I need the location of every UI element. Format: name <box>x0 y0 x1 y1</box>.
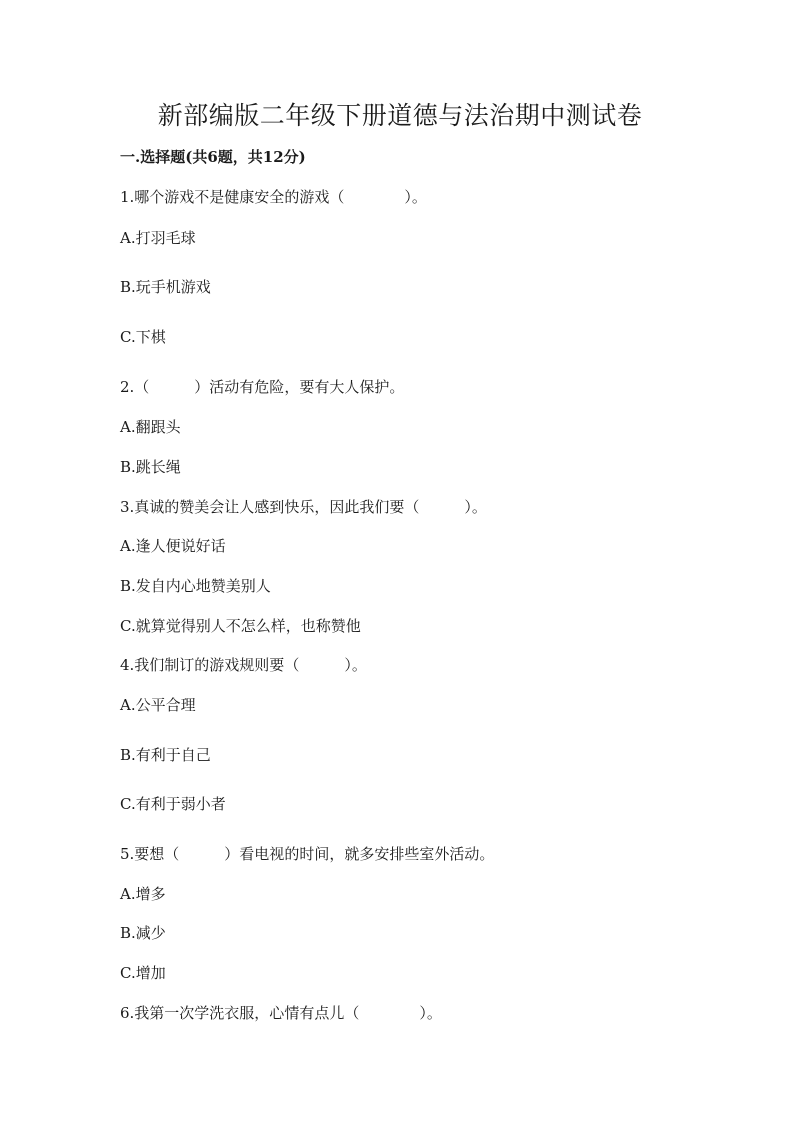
question-5-option-a: A.增多 <box>120 885 166 903</box>
question-3-stem: 3.真诚的赞美会让人感到快乐，因此我们要（ ）。 <box>120 498 487 516</box>
question-1-stem: 1.哪个游戏不是健康安全的游戏（ ）。 <box>120 188 427 206</box>
question-1-option-c: C.下棋 <box>120 328 166 346</box>
question-6-stem: 6.我第一次学洗衣服，心情有点儿（ ）。 <box>120 1004 442 1022</box>
section-heading: 一.选择题(共6题，共12分) <box>120 148 306 166</box>
question-2-option-b: B.跳长绳 <box>120 458 181 476</box>
page-title: 新部编版二年级下册道德与法治期中测试卷 <box>157 101 643 130</box>
question-5-option-c: C.增加 <box>120 964 166 982</box>
question-4-stem: 4.我们制订的游戏规则要（ ）。 <box>120 656 367 674</box>
question-4-option-a: A.公平合理 <box>120 696 196 714</box>
question-1-option-a: A.打羽毛球 <box>120 229 196 247</box>
question-4-option-b: B.有利于自己 <box>120 746 211 764</box>
question-1-option-b: B.玩手机游戏 <box>120 278 211 296</box>
question-3-option-b: B.发自内心地赞美别人 <box>120 577 271 595</box>
question-5-stem: 5.要想（ ）看电视的时间，就多安排些室外活动。 <box>120 845 495 863</box>
question-2-stem: 2.（ ）活动有危险，要有大人保护。 <box>120 378 405 396</box>
question-4-option-c: C.有利于弱小者 <box>120 795 226 813</box>
question-2-option-a: A.翻跟头 <box>120 418 181 436</box>
question-3-option-c: C.就算觉得别人不怎么样，也称赞他 <box>120 617 361 635</box>
question-5-option-b: B.减少 <box>120 924 166 942</box>
question-3-option-a: A.逢人便说好话 <box>120 537 226 555</box>
